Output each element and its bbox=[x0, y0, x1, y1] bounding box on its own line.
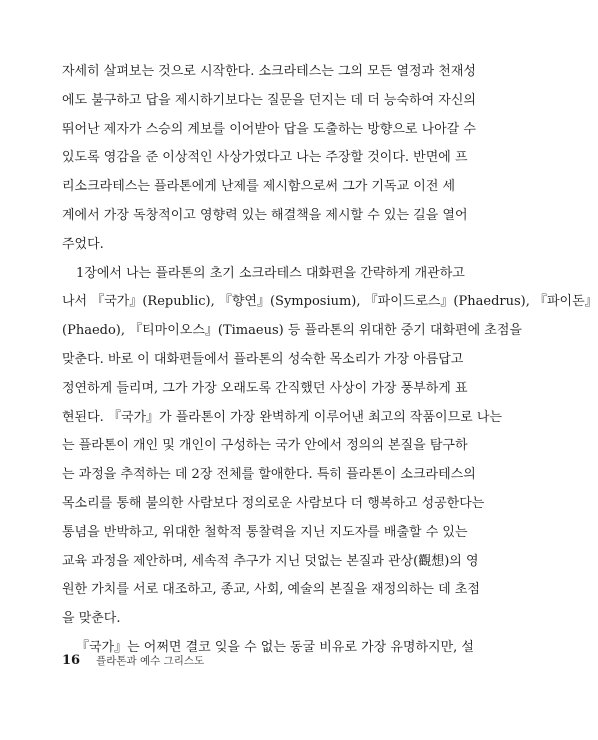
text-line: 교육 과정을 제안하며, 세속적 추구가 지닌 덧없는 본질과 관상(觀想)의 영 bbox=[62, 553, 479, 569]
text-line: 주었다. bbox=[62, 236, 104, 252]
text-line: 목소리를 통해 불의한 사람보다 정의로운 사람보다 더 행복하고 성공한다는 bbox=[62, 495, 485, 511]
text-line: 정연하게 들리며, 그가 가장 오래도록 간직했던 사상이 가장 풍부하게 표 bbox=[62, 380, 468, 396]
page-footer bbox=[62, 653, 204, 668]
text-line: 있도록 영감을 준 이상적인 사상가였다고 나는 주장할 것이다. 반면에 프 bbox=[62, 150, 468, 166]
text-line: 현된다. 『국가』가 플라톤이 가장 완벽하게 이루어낸 최고의 작품이므로 나는 bbox=[62, 409, 502, 425]
paragraph-1 bbox=[62, 58, 476, 260]
text-line: 맞춘다. 바로 이 대화편들에서 플라톤의 성숙한 목소리가 가장 아름답고 bbox=[62, 351, 464, 367]
body-text bbox=[62, 58, 598, 663]
text-line: 뛰어난 제자가 스승의 계보를 이어받아 답을 도출하는 방향으로 나아갈 수 bbox=[62, 121, 476, 137]
text-line: 자세히 살펴보는 것으로 시작한다. 소크라테스는 그의 모든 열정과 천재성 bbox=[62, 64, 476, 79]
text-line: 는 과정을 추적하는 데 2장 전체를 할애한다. 특히 플라톤이 소크라테스의 bbox=[62, 467, 476, 483]
running-title: 플라톤과 예수 그리스도 bbox=[96, 655, 205, 667]
paragraph-2 bbox=[62, 260, 598, 634]
text-line: 리소크라테스는 플라톤에게 난제를 제시함으로써 그가 기독교 이전 세 bbox=[62, 179, 456, 195]
text-line: (Phaedo), 『티마이오스』(Timaeus) 등 플라톤의 위대한 중기 대화편에 초점을 bbox=[62, 323, 522, 339]
text-line: 계에서 가장 독창적이고 영향력 있는 해결책을 제시할 수 있는 길을 열어 bbox=[62, 207, 468, 223]
text-line: 에도 불구하고 답을 제시하기보다는 질문을 던지는 데 더 능숙하여 자신의 bbox=[62, 92, 476, 108]
text-line: 나서 『국가』(Republic), 『향연』(Symposium), 『파이드로스』(Phaedrus), 『파이돈』 bbox=[62, 294, 598, 310]
text-line: 원한 가치를 서로 대조하고, 종교, 사회, 예술의 본질을 재정의하는 데 초점 bbox=[62, 582, 480, 598]
text-line: 을 맞춘다. bbox=[62, 611, 121, 627]
page-number: 16 bbox=[62, 653, 81, 668]
text-line: 『국가』는 어쩌면 결코 잊을 수 없는 동굴 비유로 가장 유명하지만, 설 bbox=[76, 639, 474, 655]
text-line: 통념을 반박하고, 위대한 철학적 통찰력을 지닌 지도자를 배출할 수 있는 bbox=[62, 524, 468, 540]
text-line: 는 플라톤이 개인 및 개인이 구성하는 국가 안에서 정의의 본질을 탐구하 bbox=[62, 438, 468, 454]
text-line: 1장에서 나는 플라톤의 초기 소크라테스 대화편을 간략하게 개관하고 bbox=[76, 265, 465, 281]
